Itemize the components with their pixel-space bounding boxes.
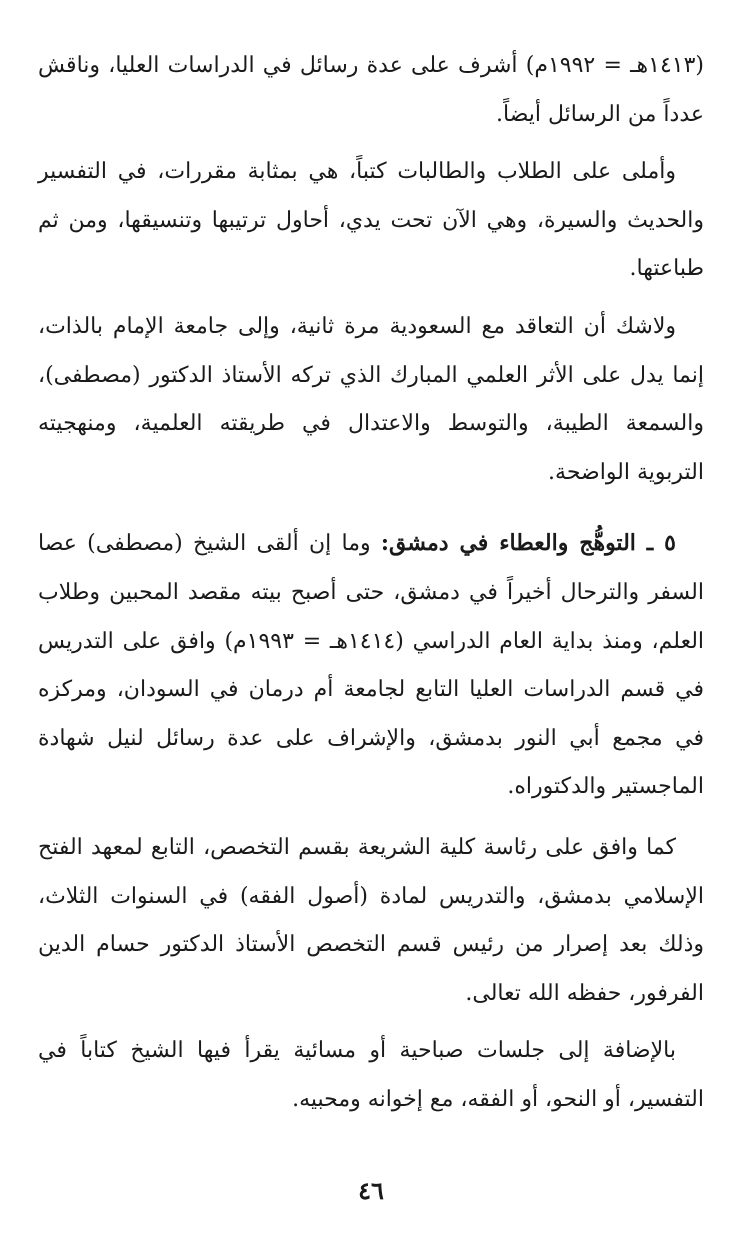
paragraph-4-text: وما إن ألقى الشيخ (مصطفى) عصا السفر والترحال أخيراً في دمشق، حتى أصبح بيته مقصد المحبين وطلاب العلم، ومنذ بداية العام الدراسي (١٤١٤هـ = ١٩٩٣م) وافق على التدريس في قسم الدراسات العليا التابع لجامعة أم درمان في السودان، ومركزه في مجمع أبي النور بدمشق، والإشراف على عدة رسائل لنيل شهادة الماجستير والدكتوراه. bbox=[38, 531, 705, 800]
paragraph-4 bbox=[38, 519, 704, 812]
section-heading: ٥ ـ التوهُّج والعطاء في دمشق: bbox=[380, 530, 676, 557]
paragraph-2: وأملى على الطلاب والطالبات كتباً، هي بمثابة مقررات، في التفسير والحديث والسيرة، وهي الآن تحت يدي، أحاول ترتيبها وتنسيقها، ومن ثم طباعتها. bbox=[38, 159, 704, 282]
page-body bbox=[38, 42, 704, 1124]
paragraph-6: بالإضافة إلى جلسات صباحية أو مسائية يقرأ فيها الشيخ كتاباً في التفسير، أو النحو، أو الفقه، مع إخوانه ومحبيه. bbox=[38, 1038, 704, 1112]
paragraph-5: كما وافق على رئاسة كلية الشريعة بقسم التخصص، التابع لمعهد الفتح الإسلامي بدمشق، والتدريس لمادة (أصول الفقه) في السنوات الثلاث، وذلك بعد إصرار من رئيس قسم التخصص الأستاذ الدكتور حسام الدين الفرفور، حفظه الله تعالى. bbox=[38, 834, 704, 1006]
paragraph-1: (١٤١٣هـ = ١٩٩٢م) أشرف على عدة رسائل في الدراسات العليا، وناقش عدداً من الرسائل أيضاً. bbox=[38, 53, 705, 127]
page-number: ٤٦ bbox=[358, 1176, 384, 1205]
paragraph-3: ولاشك أن التعاقد مع السعودية مرة ثانية، وإلى جامعة الإمام بالذات، إنما يدل على الأثر العلمي المبارك الذي تركه الأستاذ الدكتور (مصطفى)، والسمعة الطيبة، والتوسط والاعتدال في طريقته العلمية، ومنهجيته التربوية الواضحة. bbox=[38, 313, 704, 485]
